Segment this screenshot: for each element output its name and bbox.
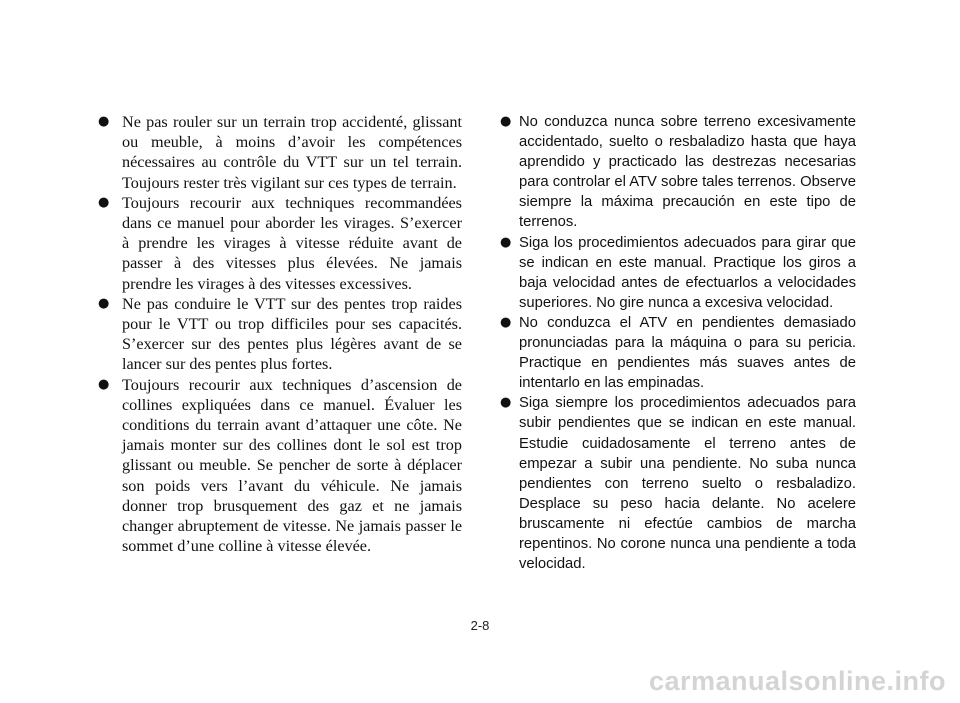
spanish-warning-item [500,313,856,393]
spanish-warning-text: Siga siempre los procedimientos adecuados para subir pendientes que se indican en este manual. Estudie cuidadosamente el terreno antes de empezar a subir una pendiente. No suba nunca pendientes con terreno suelto o resbaladizo. Desplace su peso hacia delante. No acelere bruscamente ni efectúe cambios de marcha repentinos. No corone nunca una pendiente a toda velocidad. [519,395,856,573]
french-warning-item [98,375,462,557]
french-warning-text: Ne pas rouler sur un terrain trop accidenté, glissant ou meuble, à moins d’avoir les compétences nécessaires au contrôle du VTT sur un tel terrain. Toujours rester très vigilant sur ces types de terrain. [122,113,462,192]
bullet-icon: ● [500,395,512,411]
spanish-warning-item [500,112,856,233]
french-warning-text: Toujours recourir aux techniques d’ascension de collines expliquées dans ce manuel. Évaluer les conditions du terrain avant d’attaquer une côte. Ne jamais monter sur des collines dont le sol est trop glissant ou meuble. Se pencher de sorte à déplacer son poids vers l’avant du véhicule. Ne jamais donner trop brusquement des gaz et ne jamais changer abruptement de vitesse. Ne jamais passer le sommet d’une colline à vitesse élevée. [122,375,462,556]
french-warning-item [98,294,462,375]
bullet-icon: ● [98,295,110,311]
spanish-warning-list [500,112,856,574]
french-warning-list [98,112,462,556]
spanish-warning-item [500,393,856,574]
bullet-icon: ● [98,194,110,210]
spanish-warning-text: No conduzca nunca sobre terreno excesivamente accidentado, suelto o resbaladizo hasta que haya aprendido y practicado las destrezas necesarias para controlar el ATV sobre tales terrenos. Observe siempre la máxima precaución en este tipo de terrenos. [519,114,856,231]
french-warning-text: Toujours recourir aux techniques recommandées dans ce manuel pour aborder les virages. S’exercer à prendre les virages à vitesse réduite avant de passer à des vitesses plus élevées. Ne jamais prendre les virages à des vitesses excessives. [122,193,462,293]
french-warning-text: Ne pas conduire le VTT sur des pentes trop raides pour le VTT ou trop difficiles pour ses capacités. S’exercer sur des pentes plus légères avant de se lancer sur des pentes plus fortes. [122,294,462,374]
bullet-icon: ● [500,234,512,250]
bullet-icon: ● [98,376,110,392]
bullet-icon: ● [98,114,110,129]
bullet-icon: ● [500,114,512,129]
bullet-icon: ● [500,314,512,330]
french-warning-item [98,193,462,294]
page-number: 2-8 [470,618,490,633]
spanish-warning-text: Siga los procedimientos adecuados para girar que se indican en este manual. Practique los giros a baja velocidad antes de efectuarlos a velocidades superiores. No gire nunca a excesiva velocidad. [519,234,856,311]
spanish-warning-text: No conduzca el ATV en pendientes demasiado pronunciadas para la máquina o para su pericia. Practique en pendientes más suaves antes de intentarlo en las empinadas. [519,314,856,392]
spanish-warning-item [500,233,856,313]
site-watermark: carmanualsonline.info [648,666,946,696]
french-warning-item [98,112,462,193]
